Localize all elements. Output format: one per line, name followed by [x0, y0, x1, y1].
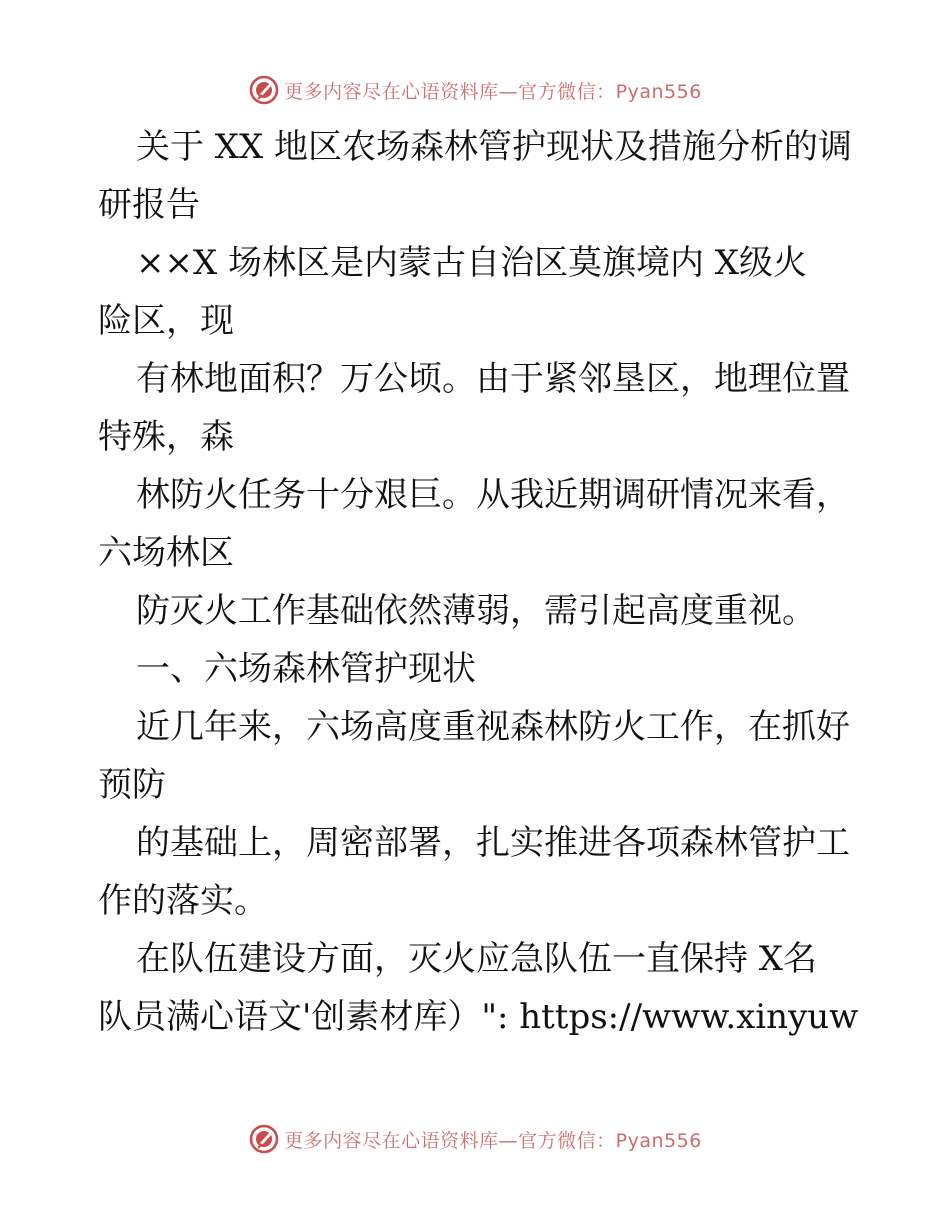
- header-banner: [0, 70, 950, 110]
- paragraph-line: 预防: [98, 765, 166, 805]
- paragraph-line: ××X 场林区是内蒙古自治区莫旗境内 X级火: [136, 243, 808, 283]
- section-heading: 一、六场森林管护现状: [136, 649, 476, 689]
- paragraph-line: 的基础上，周密部署，扎实推进各项森林管护工: [136, 823, 850, 863]
- paragraph-line: 在队伍建设方面，灭火应急队伍一直保持 X名: [136, 939, 818, 979]
- quill-seal-icon: [248, 74, 280, 106]
- title-line-1: 关于 XX 地区农场森林管护现状及措施分析的调: [136, 127, 853, 167]
- paragraph-line: 近几年来，六场高度重视森林防火工作，在抓好: [136, 707, 850, 747]
- paragraph-line: 作的落实。: [98, 881, 268, 921]
- quill-seal-icon: [248, 1123, 280, 1155]
- header-banner-text: 更多内容尽在心语资料库—官方微信：Pyan556: [284, 80, 702, 103]
- paragraph-line: 特殊，森: [98, 417, 234, 457]
- paragraph-line: 险区，现: [98, 301, 234, 341]
- footer-banner: [0, 1119, 950, 1159]
- paragraph-line: 六场林区: [98, 533, 234, 573]
- paragraph-line: 队员满心语文'创素材库）": https://www.xinyuw: [98, 997, 858, 1037]
- footer-banner-text: 更多内容尽在心语资料库—官方微信：Pyan556: [284, 1129, 702, 1152]
- title-line-2: 研报告: [98, 185, 200, 225]
- document-body: [98, 118, 858, 1046]
- paragraph-line: 林防火任务十分艰巨。从我近期调研情况来看，: [136, 475, 850, 515]
- paragraph-line: 防灭火工作基础依然薄弱，需引起高度重视。: [136, 591, 816, 631]
- paragraph-line: 有林地面积？万公顷。由于紧邻垦区，地理位置: [136, 359, 850, 399]
